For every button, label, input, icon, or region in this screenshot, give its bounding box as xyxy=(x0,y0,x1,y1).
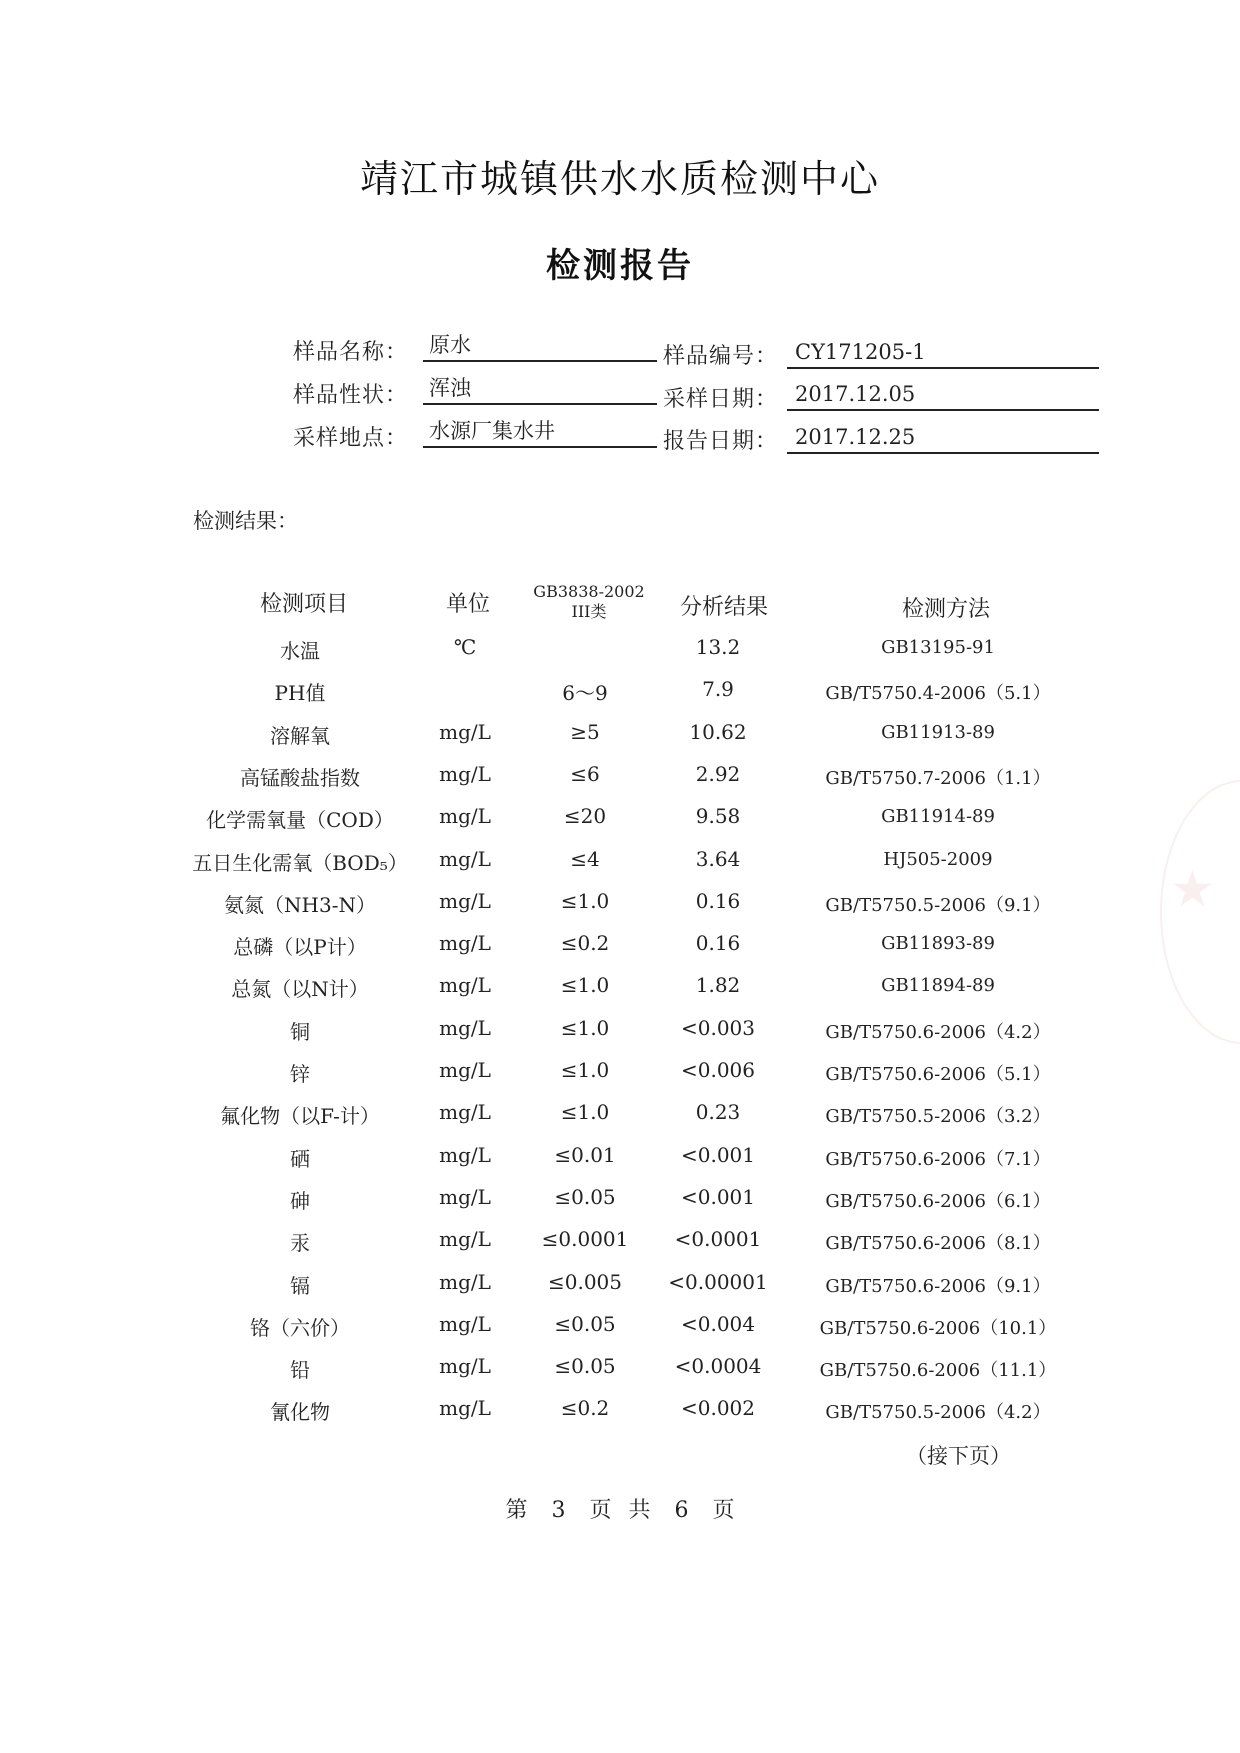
cell-method: GB/T5750.6-2006（10.1） xyxy=(819,1318,1057,1339)
cell-limit: ≤0.05 xyxy=(554,1185,616,1209)
cell-result: <0.0004 xyxy=(674,1354,762,1378)
cell-result: 13.2 xyxy=(695,635,741,659)
cell-item: 锌 xyxy=(290,1062,310,1086)
cell-unit: mg/L xyxy=(439,889,491,913)
sample-property-field: 浑浊 xyxy=(423,375,657,405)
results-section-label: 检测结果： xyxy=(193,509,298,533)
cell-method: GB/T5750.6-2006（7.1） xyxy=(825,1149,1051,1170)
cell-result: 0.16 xyxy=(695,889,741,913)
cell-method: GB/T5750.4-2006（5.1） xyxy=(825,683,1051,704)
cell-item: PH值 xyxy=(274,681,326,705)
cell-result: 0.23 xyxy=(695,1100,741,1124)
cell-unit: mg/L xyxy=(439,1185,491,1209)
cell-item: 总氮（以N计） xyxy=(231,977,369,1001)
cell-unit: mg/L xyxy=(439,1016,491,1040)
cell-item: 氨氮（NH3-N） xyxy=(224,893,376,917)
cell-unit: mg/L xyxy=(439,1312,491,1336)
column-header-method: 检测方法 xyxy=(901,597,991,622)
cell-method: GB11893-89 xyxy=(881,933,995,954)
report-title: 检测报告 xyxy=(546,246,694,286)
page-current: 3 xyxy=(551,1498,566,1523)
organization-title: 靖江市城镇供水水质检测中心 xyxy=(359,157,880,201)
cell-result: <0.001 xyxy=(680,1143,756,1167)
cell-limit: ≤1.0 xyxy=(560,1016,610,1040)
sampling-date-field: 2017.12.05 xyxy=(787,381,1099,411)
page-mid: 页 共 xyxy=(589,1498,651,1523)
cell-unit: mg/L xyxy=(439,973,491,997)
cell-unit: mg/L xyxy=(439,720,491,744)
cell-result: 1.82 xyxy=(695,973,741,997)
cell-result: 0.16 xyxy=(695,931,741,955)
cell-limit: ≤6 xyxy=(570,762,600,786)
cell-limit: ≤0.05 xyxy=(554,1312,616,1336)
cell-item: 镉 xyxy=(290,1274,310,1298)
cell-method: GB/T5750.5-2006（4.2） xyxy=(825,1402,1051,1423)
cell-result: 2.92 xyxy=(695,762,741,786)
cell-unit: mg/L xyxy=(439,804,491,828)
cell-method: GB/T5750.6-2006（5.1） xyxy=(825,1064,1051,1085)
cell-method: GB/T5750.7-2006（1.1） xyxy=(825,768,1051,789)
column-header-result: 分析结果 xyxy=(679,595,769,620)
cell-item: 水温 xyxy=(280,639,320,663)
cell-result: <0.003 xyxy=(680,1016,756,1040)
page-suffix: 页 xyxy=(712,1498,735,1523)
cell-limit: ≤0.2 xyxy=(560,931,610,955)
column-header-standard-code: GB3838-2002 xyxy=(533,582,645,601)
cell-method: GB13195-91 xyxy=(881,637,995,658)
report-date-field: 2017.12.25 xyxy=(787,424,1099,454)
cell-limit: ≤20 xyxy=(563,804,607,828)
column-header-item: 检测项目 xyxy=(259,592,349,617)
cell-result: 9.58 xyxy=(695,804,741,828)
cell-limit: ≤1.0 xyxy=(560,973,610,997)
sample-property-label: 样品性状： xyxy=(293,383,409,408)
column-header-standard xyxy=(533,582,644,622)
column-header-standard-class: III类 xyxy=(571,602,607,621)
sample-code-field: CY171205-1 xyxy=(787,339,1099,369)
cell-unit: mg/L xyxy=(439,931,491,955)
cell-unit: mg/L xyxy=(439,1396,491,1420)
cell-unit: mg/L xyxy=(439,1270,491,1294)
cell-unit: mg/L xyxy=(439,1058,491,1082)
cell-method: GB/T5750.6-2006（4.2） xyxy=(825,1022,1051,1043)
cell-limit: ≤4 xyxy=(570,847,600,871)
cell-limit: ≥5 xyxy=(570,720,600,744)
page-prefix: 第 xyxy=(505,1498,528,1523)
cell-item: 氟化物（以F-计） xyxy=(220,1104,380,1128)
cell-limit: ≤0.0001 xyxy=(541,1227,629,1251)
cell-method: GB/T5750.6-2006（6.1） xyxy=(825,1191,1051,1212)
cell-result: <0.001 xyxy=(680,1185,756,1209)
cell-unit: mg/L xyxy=(439,1227,491,1251)
cell-result: <0.006 xyxy=(680,1058,756,1082)
column-header-unit: 单位 xyxy=(445,592,491,617)
cell-method: GB11894-89 xyxy=(881,975,995,996)
cell-result: 3.64 xyxy=(695,847,741,871)
cell-item: 汞 xyxy=(290,1231,310,1255)
cell-method: HJ505-2009 xyxy=(883,849,993,870)
cell-method: GB/T5750.6-2006（11.1） xyxy=(819,1360,1057,1381)
cell-result: <0.002 xyxy=(680,1396,756,1420)
cell-unit: mg/L xyxy=(439,1100,491,1124)
cell-result: <0.00001 xyxy=(668,1270,768,1294)
cell-limit: ≤1.0 xyxy=(560,1100,610,1124)
cell-method: GB/T5750.6-2006（8.1） xyxy=(825,1233,1051,1254)
cell-result: 7.9 xyxy=(702,677,734,701)
page-total: 6 xyxy=(674,1498,689,1523)
cell-limit: 6～9 xyxy=(562,681,608,705)
cell-item: 砷 xyxy=(290,1189,310,1213)
cell-method: GB/T5750.6-2006（9.1） xyxy=(825,1276,1051,1297)
cell-item: 铬（六价） xyxy=(250,1316,350,1340)
sample-name-field: 原水 xyxy=(423,332,657,362)
cell-result: 10.62 xyxy=(689,720,747,744)
cell-limit: ≤1.0 xyxy=(560,1058,610,1082)
cell-item: 溶解氧 xyxy=(270,724,330,748)
sample-name-label: 样品名称： xyxy=(293,340,409,365)
seal-star-icon: ★ xyxy=(1170,860,1215,918)
cell-result: <0.0001 xyxy=(674,1227,762,1251)
cell-method: GB11914-89 xyxy=(881,806,995,827)
cell-unit: mg/L xyxy=(439,847,491,871)
cell-item: 总磷（以P计） xyxy=(233,935,367,959)
cell-method: GB/T5750.5-2006（9.1） xyxy=(825,895,1051,916)
cell-item: 高锰酸盐指数 xyxy=(240,766,360,790)
cell-item: 铜 xyxy=(290,1020,310,1044)
sampling-location-field: 水源厂集水井 xyxy=(423,418,657,448)
sampling-location-label: 采样地点： xyxy=(293,426,409,451)
cell-item: 铅 xyxy=(290,1358,310,1382)
cell-result: <0.004 xyxy=(680,1312,756,1336)
cell-unit: mg/L xyxy=(439,1143,491,1167)
report-date-label: 报告日期： xyxy=(663,429,779,454)
cell-limit: ≤0.2 xyxy=(560,1396,610,1420)
cell-unit: mg/L xyxy=(439,1354,491,1378)
cell-limit: ≤0.005 xyxy=(547,1270,623,1294)
cell-item: 氰化物 xyxy=(270,1400,330,1424)
sample-code-label: 样品编号： xyxy=(663,344,779,369)
cell-item: 化学需氧量（COD） xyxy=(206,808,394,832)
cell-method: GB/T5750.5-2006（3.2） xyxy=(825,1106,1051,1127)
cell-limit: ≤1.0 xyxy=(560,889,610,913)
cell-unit: mg/L xyxy=(439,762,491,786)
sampling-date-label: 采样日期： xyxy=(663,387,779,412)
continued-note: （接下页） xyxy=(906,1444,1011,1468)
cell-item: 硒 xyxy=(290,1147,310,1171)
cell-method: GB11913-89 xyxy=(881,722,995,743)
page-number xyxy=(0,1493,1240,1524)
cell-limit: ≤0.01 xyxy=(554,1143,616,1167)
cell-unit: ℃ xyxy=(453,635,477,659)
cell-limit: ≤0.05 xyxy=(554,1354,616,1378)
cell-item: 五日生化需氧（BOD₅） xyxy=(192,851,408,875)
